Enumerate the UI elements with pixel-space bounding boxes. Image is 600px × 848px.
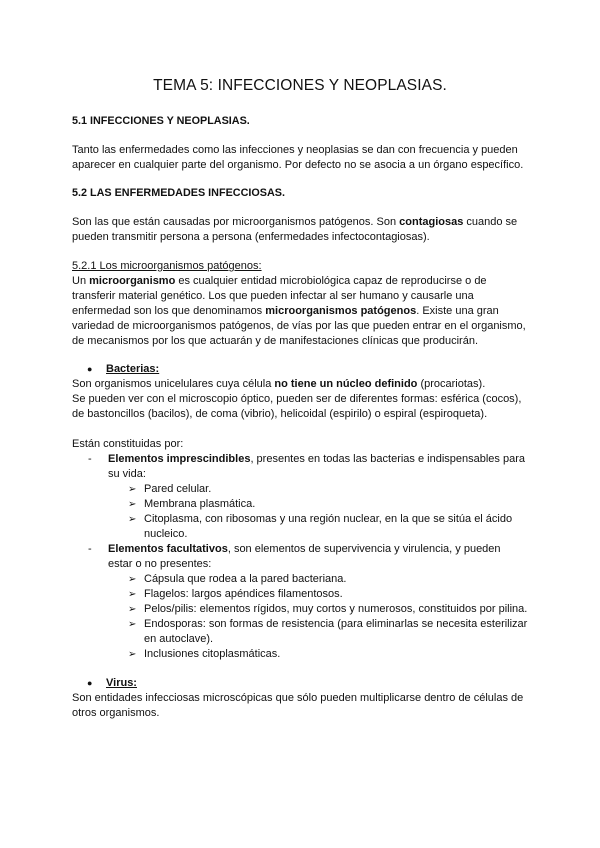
arrow-icon: ➢ (128, 619, 137, 630)
facultativos-rest: , son elementos de supervivencia y virulencia, y pueden estar o no presentes: (108, 543, 501, 570)
constituidas-label: Están constituidas por: (72, 438, 184, 450)
list-item (128, 497, 528, 512)
section-2-heading: 5.2 LAS ENFERMEDADES INFECCIOSAS. (72, 187, 285, 199)
subsection-text-a: Un (72, 275, 90, 287)
virus-label: Virus: (106, 677, 137, 689)
subsection-heading: 5.2.1 Los microorganismos patógenos: (72, 260, 262, 272)
section-1-heading: 5.1 INFECCIONES Y NEOPLASIAS. (72, 115, 250, 127)
imprescindibles-rest: , presentes en todas las bacterias e indispensables para su vida: (108, 453, 525, 480)
page-title: TEMA 5: INFECCIONES Y NEOPLASIAS. (153, 77, 447, 94)
list-item-text: Citoplasma, con ribosomas y una región nuclear, en la que se sitúa el ácido nucleico. (144, 513, 513, 540)
list-item-text: Endosporas: son formas de resistencia (para eliminarlas se necesita esterilizar en autoclave). (144, 618, 528, 645)
list-item-text: Pared celular. (144, 483, 212, 495)
list-item (128, 572, 528, 587)
section-2-text-after: cuando se pueden transmitir persona a persona (enfermedades infectocontagiosas). (72, 216, 518, 243)
bacterias-text-b: (procariotas). (417, 378, 486, 390)
section-2-text-before: Son las que están causadas por microorganismos patógenos. Son (72, 216, 400, 228)
subsection-paragraph (72, 274, 528, 349)
dash-item-imprescindibles (72, 452, 528, 482)
list-item-text: Pelos/pilis: elementos rígidos, muy cortos y numerosos, constituidos por pilina. (144, 603, 528, 615)
arrow-icon: ➢ (128, 604, 137, 615)
bullet-icon: ● (87, 678, 93, 688)
list-item-text: Membrana plasmática. (144, 498, 256, 510)
list-item-text: Cápsula que rodea a la pared bacteriana. (144, 573, 347, 585)
list-item (128, 647, 528, 662)
arrow-icon: ➢ (128, 499, 137, 510)
nucleo-bold: no tiene un núcleo definido (274, 378, 418, 390)
bacterias-paragraph-1 (72, 377, 528, 392)
bullet-icon: ● (87, 364, 93, 374)
facultativos-list (72, 572, 528, 662)
microorganismo-bold: microorganismo (89, 275, 176, 287)
list-item (128, 617, 528, 647)
section-2-paragraph (72, 215, 528, 245)
virus-bullet-row (72, 676, 528, 691)
imprescindibles-list (72, 482, 528, 542)
arrow-icon: ➢ (128, 649, 137, 660)
section-1-paragraph: Tanto las enfermedades como las infecciones y neoplasias se dan con frecuencia y pueden aparecer en cualquier parte del organismo. Por defecto no se asocia a un órgano específico. (72, 144, 524, 171)
imprescindibles-bold: Elementos imprescindibles (108, 453, 251, 465)
dash-item-facultativos (72, 542, 528, 572)
list-item (128, 587, 528, 602)
dash-marker: - (88, 543, 92, 555)
facultativos-bold: Elementos facultativos (108, 543, 228, 555)
bacterias-text-a: Son organismos unicelulares cuya célula (72, 378, 275, 390)
list-item (128, 602, 528, 617)
arrow-icon: ➢ (128, 484, 137, 495)
bacterias-bullet-row (72, 362, 528, 377)
dash-marker: - (88, 453, 92, 465)
bacterias-paragraph-2: Se pueden ver con el microscopio óptico, pueden ser de diferentes formas: esférica (cocos), de bastoncillos (bacilos), de coma (vibrio), helicoidal (espirilo) o espiral (espiroqueta). (72, 393, 522, 420)
subsection-text-c: . Existe una gran variedad de microorganismos patógenos, de vías por las que pueden entrar en el organismo, de mecanismos por los que actuarán y de manifestaciones clínicas que producirán. (72, 305, 526, 347)
list-item-text: Flagelos: largos apéndices filamentosos. (144, 588, 343, 600)
subsection-text-b: es cualquier entidad microbiológica capaz de reproducirse o de transferir material genético. Los que pueden infectar al ser humano y causarle una enfermedad son los que denominamos (72, 275, 487, 317)
arrow-icon: ➢ (128, 589, 137, 600)
virus-paragraph: Son entidades infecciosas microscópicas que sólo pueden multiplicarse dentro de células de otros organismos. (72, 692, 524, 719)
list-item (128, 482, 528, 497)
contagiosas-bold: contagiosas (399, 216, 464, 228)
arrow-icon: ➢ (128, 574, 137, 585)
arrow-icon: ➢ (128, 514, 137, 525)
bacterias-label: Bacterias: (106, 363, 160, 375)
patogenos-bold: microorganismos patógenos (265, 305, 417, 317)
list-item-text: Inclusiones citoplasmáticas. (144, 648, 281, 660)
list-item (128, 512, 528, 542)
